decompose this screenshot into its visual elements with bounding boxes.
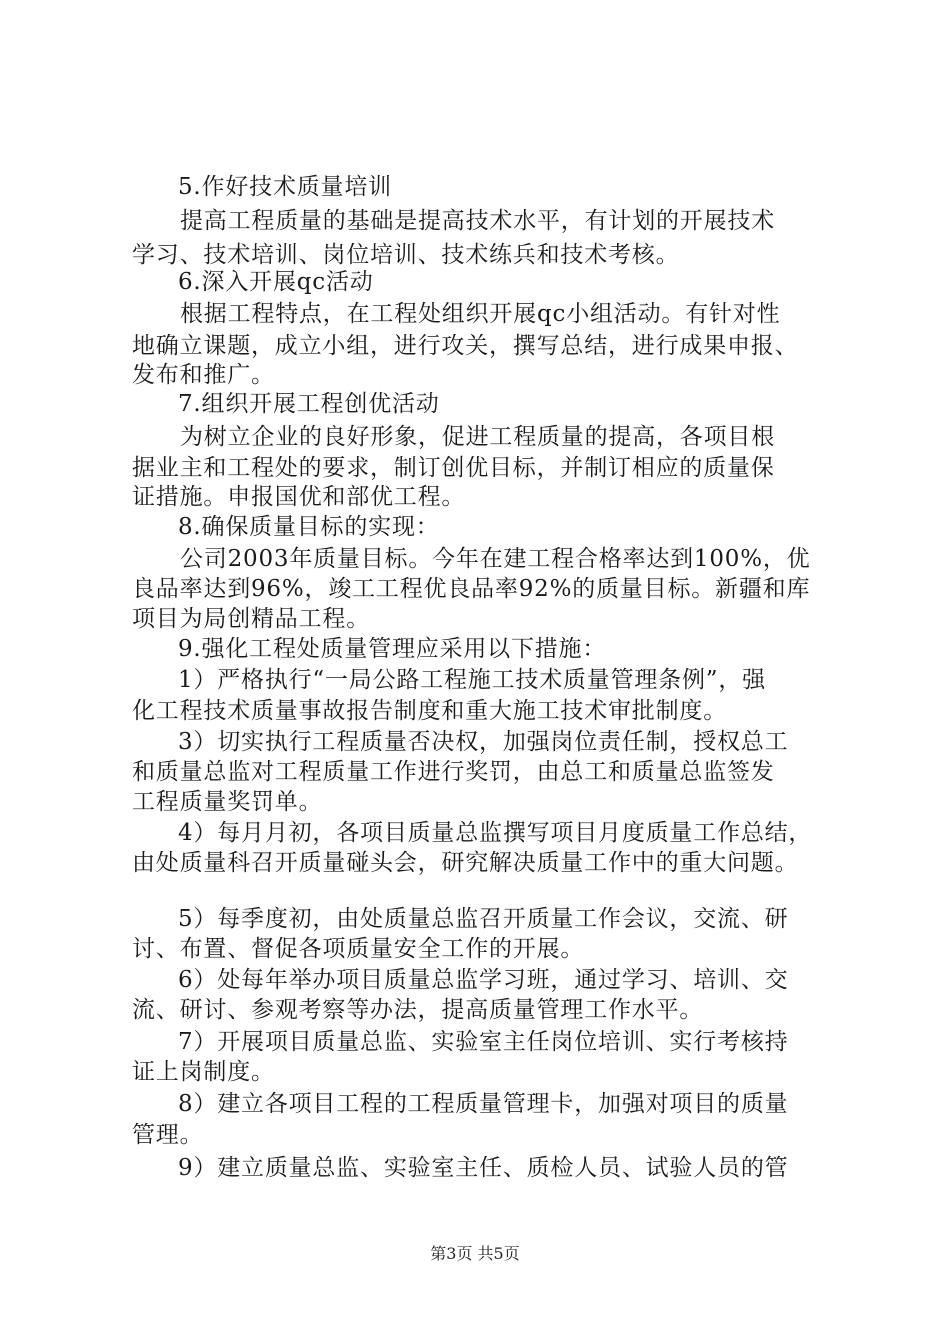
list-item-line: 由处质量科召开质量碰头会，研究解决质量工作中的重大问题。 — [132, 850, 799, 876]
list-item-line: 7）开展项目质量总监、实验室主任岗位培训、实行考核持 — [178, 1029, 789, 1055]
section-heading-5: 5.作好技术质量培训 — [178, 174, 392, 200]
paragraph-line: 项目为局创精品工程。 — [132, 606, 370, 632]
paragraph-line: 公司2003年质量目标。今年在建工程合格率达到100%，优 — [180, 546, 811, 572]
list-item-line: 8）建立各项目工程的工程质量管理卡，加强对项目的质量 — [178, 1091, 789, 1117]
paragraph-line: 据业主和工程处的要求，制订创优目标，并制订相应的质量保 — [132, 455, 775, 481]
list-item-line: 1）严格执行“一局公路工程施工技术质量管理条例”，强 — [178, 667, 766, 693]
paragraph-line: 良品率达到96%，竣工工程优良品率92%的质量目标。新疆和库 — [132, 576, 811, 602]
paragraph-line: 为树立企业的良好形象，促进工程质量的提高，各项目根 — [180, 424, 775, 450]
paragraph-line: 地确立课题，成立小组，进行攻关，撰写总结，进行成果申报、 — [132, 333, 799, 359]
list-item-line: 化工程技术质量事故报告制度和重大施工技术审批制度。 — [132, 698, 727, 724]
list-item-line: 3）切实执行工程质量否决权，加强岗位责任制，授权总工 — [178, 729, 789, 755]
section-heading-7: 7.组织开展工程创优活动 — [178, 391, 440, 417]
section-heading-6: 6.深入开展qc活动 — [178, 269, 374, 295]
list-item-line: 证上岗制度。 — [132, 1059, 275, 1085]
list-item-line: 和质量总监对工程质量工作进行奖罚，由总工和质量总监签发 — [132, 759, 775, 785]
list-item-line: 管理。 — [132, 1122, 204, 1148]
section-heading-9: 9.强化工程处质量管理应采用以下措施： — [178, 636, 607, 662]
paragraph-line: 根据工程特点，在工程处组织开展qc小组活动。有针对性 — [180, 301, 781, 327]
paragraph-line: 提高工程质量的基础是提高技术水平，有计划的开展技术 — [180, 208, 775, 234]
list-item-line: 4）每月月初，各项目质量总监撰写项目月度质量工作总结， — [178, 820, 813, 846]
section-heading-8: 8.确保质量目标的实现： — [178, 514, 440, 540]
paragraph-line: 发布和推广。 — [132, 362, 275, 388]
list-item-line: 工程质量奖罚单。 — [132, 789, 323, 815]
paragraph-line: 证措施。申报国优和部优工程。 — [132, 484, 466, 510]
page-number-footer: 第3页 共5页 — [430, 1244, 520, 1263]
list-item-line: 9）建立质量总监、实验室主任、质检人员、试验人员的管 — [178, 1155, 789, 1181]
paragraph-line: 学习、技术培训、岗位培训、技术练兵和技术考核。 — [132, 242, 680, 268]
list-item-line: 流、研讨、参观考察等办法，提高质量管理工作水平。 — [132, 997, 704, 1023]
list-item-line: 5）每季度初，由处质量总监召开质量工作会议，交流、研 — [178, 906, 789, 932]
list-item-line: 6）处每年举办项目质量总监学习班，通过学习、培训、交 — [178, 967, 789, 993]
list-item-line: 讨、布置、督促各项质量安全工作的开展。 — [132, 936, 585, 962]
